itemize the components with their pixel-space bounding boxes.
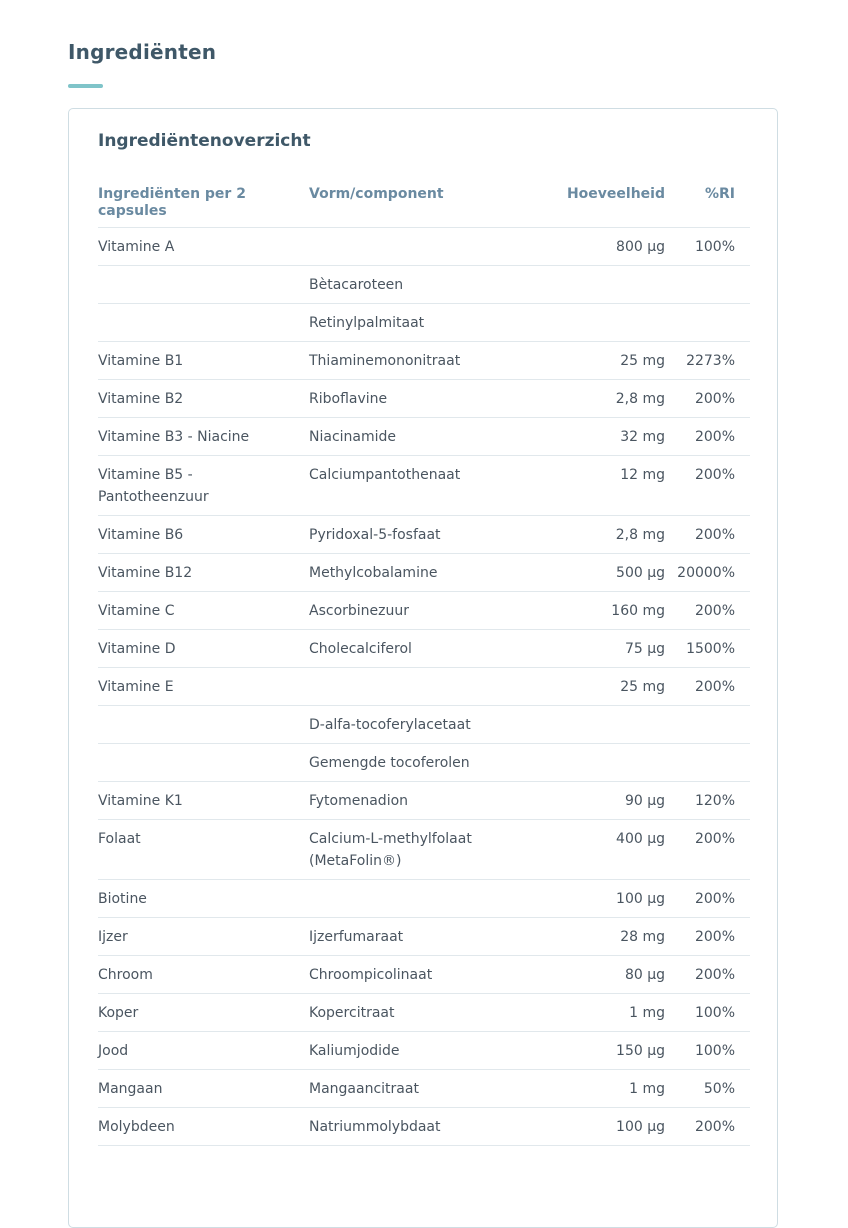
form-cell: Pyridoxal-5-fosfaat [309,516,503,554]
ingredient-cell: Vitamine E [98,668,309,706]
amount-cell: 400 µg [503,820,665,880]
ingredient-cell: Koper [98,994,309,1032]
ri-cell: 100% [665,994,750,1032]
ingredient-cell: Biotine [98,880,309,918]
amount-cell: 150 µg [503,1032,665,1070]
form-cell: Riboflavine [309,380,503,418]
ri-cell: 200% [665,380,750,418]
ri-cell: 200% [665,456,750,516]
ingredient-cell: Vitamine B5 - Pantotheenzuur [98,456,309,516]
amount-cell [503,706,665,744]
table-row [98,630,750,668]
form-cell: Bètacaroteen [309,266,503,304]
amount-cell [503,744,665,782]
form-cell: Cholecalciferol [309,630,503,668]
table-row [98,554,750,592]
ri-cell [665,744,750,782]
table-row [98,304,750,342]
amount-cell: 2,8 mg [503,380,665,418]
ri-cell: 200% [665,418,750,456]
table-row [98,880,750,918]
table-row [98,744,750,782]
ingredient-cell: Vitamine B12 [98,554,309,592]
ingredient-cell: Folaat [98,820,309,880]
ri-cell: 200% [665,668,750,706]
ri-cell: 200% [665,820,750,880]
form-cell [309,880,503,918]
ingredient-cell: Ijzer [98,918,309,956]
amount-cell: 1 mg [503,994,665,1032]
table-row [98,782,750,820]
amount-cell: 100 µg [503,1108,665,1146]
amount-cell: 800 µg [503,228,665,266]
ingredient-cell: Vitamine K1 [98,782,309,820]
form-cell: Calcium-L-methylfolaat (MetaFolin®) [309,820,503,880]
table-row [98,820,750,880]
table-row [98,1032,750,1070]
amount-cell: 75 µg [503,630,665,668]
form-cell: Calciumpantothenaat [309,456,503,516]
ingredient-cell: Vitamine B2 [98,380,309,418]
amount-cell: 28 mg [503,918,665,956]
table-row [98,1108,750,1146]
ri-cell: 200% [665,516,750,554]
form-cell: Natriummolybdaat [309,1108,503,1146]
form-cell: D-alfa-tocoferylacetaat [309,706,503,744]
table-row [98,456,750,516]
amount-cell: 90 µg [503,782,665,820]
amount-cell [503,304,665,342]
ri-cell: 120% [665,782,750,820]
ri-cell: 200% [665,880,750,918]
table-row [98,994,750,1032]
form-cell: Niacinamide [309,418,503,456]
column-header-ingredient: Ingrediënten per 2 capsules [98,181,309,228]
column-header-ri: %RI [665,181,750,228]
ingredient-cell [98,744,309,782]
amount-cell: 160 mg [503,592,665,630]
table-row [98,516,750,554]
form-cell: Kopercitraat [309,994,503,1032]
form-cell: Thiaminemononitraat [309,342,503,380]
ri-cell: 50% [665,1070,750,1108]
ri-cell: 100% [665,1032,750,1070]
ingredient-cell: Vitamine A [98,228,309,266]
page-title: Ingrediënten [68,40,217,64]
amount-cell: 12 mg [503,456,665,516]
column-header-amount: Hoeveelheid [503,181,665,228]
table-row [98,668,750,706]
ri-cell: 200% [665,956,750,994]
ingredient-cell [98,706,309,744]
amount-cell: 32 mg [503,418,665,456]
amount-cell [503,266,665,304]
ri-cell: 200% [665,1108,750,1146]
ingredient-cell: Vitamine B3 - Niacine [98,418,309,456]
ri-cell: 2273% [665,342,750,380]
table-row [98,706,750,744]
ingredient-cell: Vitamine B1 [98,342,309,380]
form-cell: Fytomenadion [309,782,503,820]
ri-cell [665,706,750,744]
form-cell: Gemengde tocoferolen [309,744,503,782]
ingredient-cell [98,266,309,304]
ri-cell: 20000% [665,554,750,592]
form-cell: Ascorbinezuur [309,592,503,630]
ri-cell: 100% [665,228,750,266]
form-cell: Methylcobalamine [309,554,503,592]
ingredient-cell: Mangaan [98,1070,309,1108]
column-header-form: Vorm/component [309,181,503,228]
ingredients-card [68,108,778,1228]
amount-cell: 500 µg [503,554,665,592]
amount-cell: 1 mg [503,1070,665,1108]
amount-cell: 100 µg [503,880,665,918]
ingredient-cell: Vitamine D [98,630,309,668]
title-underline [68,84,103,88]
form-cell: Kaliumjodide [309,1032,503,1070]
form-cell [309,228,503,266]
table-row [98,228,750,266]
ingredients-table [98,181,750,1146]
table-header [98,181,750,228]
ingredient-cell [98,304,309,342]
amount-cell: 80 µg [503,956,665,994]
ingredient-cell: Jood [98,1032,309,1070]
ri-cell [665,304,750,342]
table-row [98,956,750,994]
ingredient-cell: Vitamine B6 [98,516,309,554]
amount-cell: 25 mg [503,668,665,706]
ri-cell [665,266,750,304]
form-cell: Ijzerfumaraat [309,918,503,956]
table-row [98,1070,750,1108]
ri-cell: 200% [665,592,750,630]
card-title: Ingrediëntenoverzicht [98,131,311,151]
ri-cell: 1500% [665,630,750,668]
form-cell: Chroompicolinaat [309,956,503,994]
table-row [98,380,750,418]
table-row [98,592,750,630]
table-row [98,918,750,956]
form-cell: Mangaancitraat [309,1070,503,1108]
amount-cell: 2,8 mg [503,516,665,554]
ingredient-cell: Vitamine C [98,592,309,630]
ingredient-cell: Chroom [98,956,309,994]
table-row [98,418,750,456]
table-row [98,342,750,380]
form-cell [309,668,503,706]
form-cell: Retinylpalmitaat [309,304,503,342]
amount-cell: 25 mg [503,342,665,380]
ingredient-cell: Molybdeen [98,1108,309,1146]
table-row [98,266,750,304]
ri-cell: 200% [665,918,750,956]
